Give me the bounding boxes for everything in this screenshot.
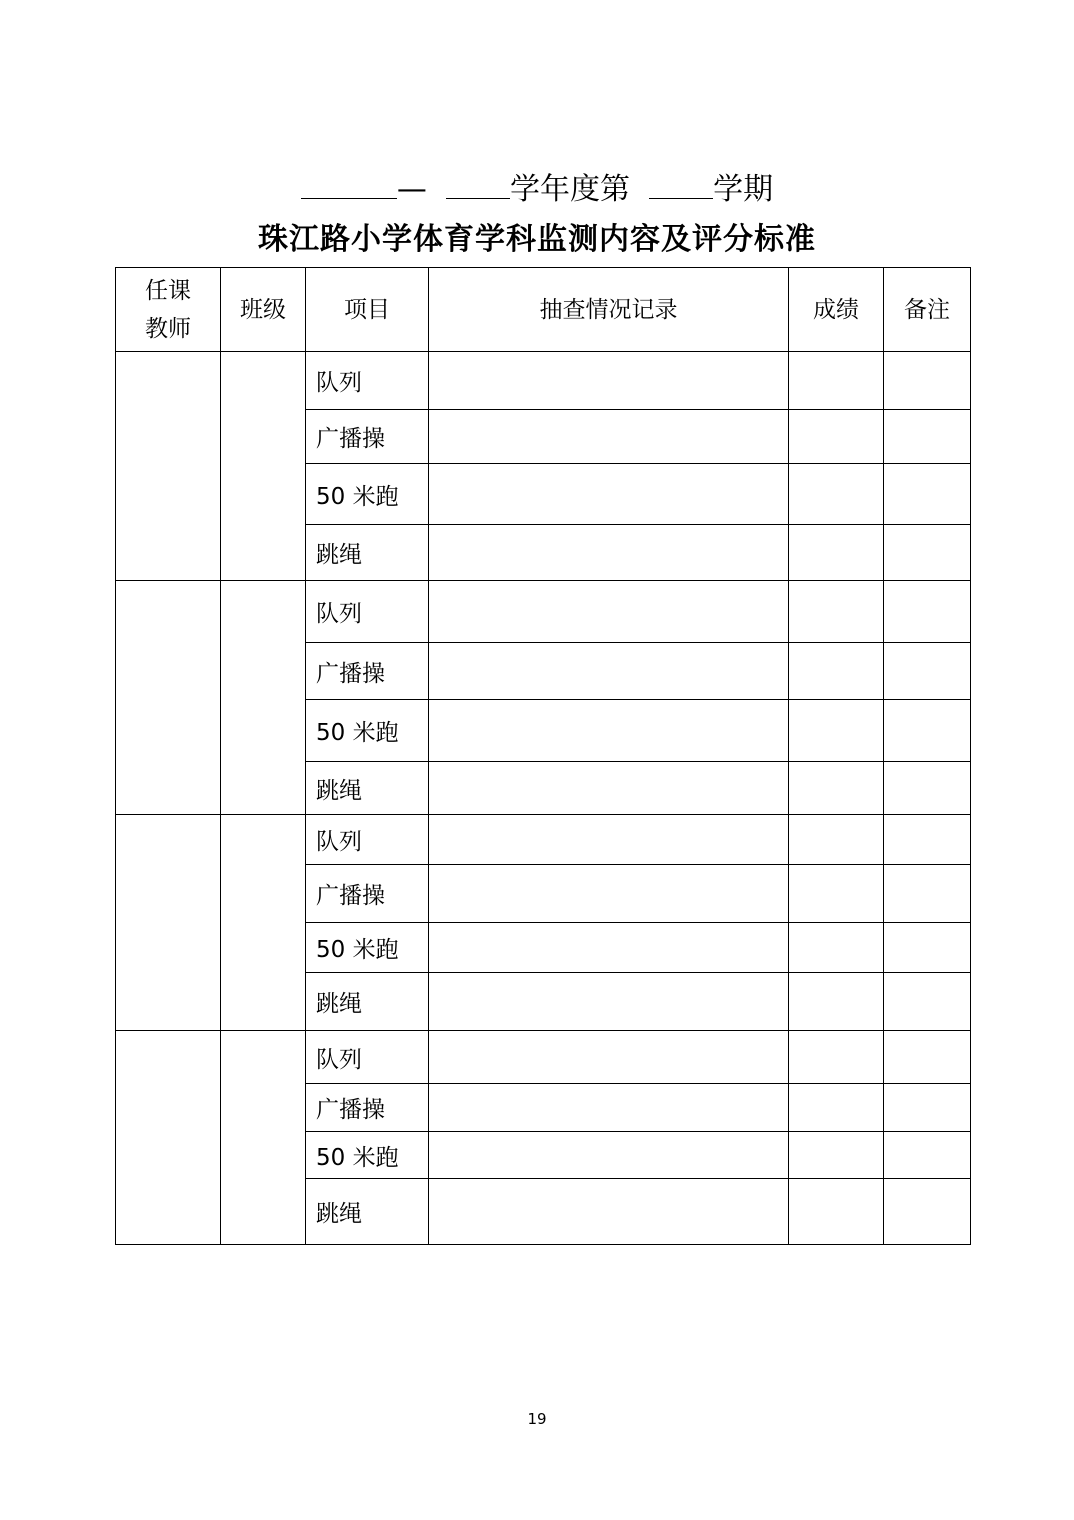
column-header-teacher: 任课教师: [116, 268, 221, 352]
item-cell: 队列: [306, 352, 429, 410]
record-cell[interactable]: [429, 700, 789, 762]
column-header-score: 成绩: [789, 268, 884, 352]
score-cell[interactable]: [789, 410, 884, 464]
remarks-cell[interactable]: [884, 865, 971, 923]
score-cell[interactable]: [789, 973, 884, 1031]
year-label: 学年度第: [510, 172, 630, 207]
score-cell[interactable]: [789, 525, 884, 581]
class-cell[interactable]: [221, 352, 306, 581]
year-end-blank: [446, 168, 510, 199]
record-cell[interactable]: [429, 1084, 789, 1132]
teacher-cell[interactable]: [116, 581, 221, 815]
evaluation-table: [115, 267, 971, 1245]
item-cell: 50 米跑: [306, 464, 429, 525]
column-header-class: 班级: [221, 268, 306, 352]
year-dash: —: [396, 172, 427, 207]
score-cell[interactable]: [789, 581, 884, 643]
remarks-cell[interactable]: [884, 525, 971, 581]
table-row: [116, 1031, 971, 1084]
table-row: [116, 815, 971, 865]
column-header-record: 抽查情况记录: [429, 268, 789, 352]
item-cell: 50 米跑: [306, 700, 429, 762]
record-cell[interactable]: [429, 865, 789, 923]
teacher-cell[interactable]: [116, 352, 221, 581]
document-title: 珠江路小学体育学科监测内容及评分标准: [258, 222, 816, 257]
item-cell: 跳绳: [306, 525, 429, 581]
record-cell[interactable]: [429, 525, 789, 581]
table-header-row: [116, 268, 971, 352]
remarks-cell[interactable]: [884, 581, 971, 643]
record-cell[interactable]: [429, 643, 789, 700]
score-cell[interactable]: [789, 1031, 884, 1084]
item-cell: 队列: [306, 815, 429, 865]
item-cell: 广播操: [306, 1084, 429, 1132]
teacher-cell[interactable]: [116, 1031, 221, 1245]
item-cell: 队列: [306, 581, 429, 643]
class-cell[interactable]: [221, 1031, 306, 1245]
record-cell[interactable]: [429, 1132, 789, 1179]
term-blank: [649, 168, 713, 199]
remarks-cell[interactable]: [884, 973, 971, 1031]
score-cell[interactable]: [789, 865, 884, 923]
table-row: [116, 581, 971, 643]
record-cell[interactable]: [429, 815, 789, 865]
page-number: 19: [527, 1410, 547, 1428]
record-cell[interactable]: [429, 973, 789, 1031]
column-header-item: 项目: [306, 268, 429, 352]
item-cell: 广播操: [306, 865, 429, 923]
item-cell: 广播操: [306, 410, 429, 464]
academic-year-line: [0, 168, 1074, 212]
record-cell[interactable]: [429, 464, 789, 525]
class-cell[interactable]: [221, 815, 306, 1031]
item-cell: 50 米跑: [306, 923, 429, 973]
table-row: [116, 352, 971, 410]
record-cell[interactable]: [429, 762, 789, 815]
item-cell: 跳绳: [306, 973, 429, 1031]
score-cell[interactable]: [789, 815, 884, 865]
remarks-cell[interactable]: [884, 1031, 971, 1084]
record-cell[interactable]: [429, 352, 789, 410]
remarks-cell[interactable]: [884, 464, 971, 525]
remarks-cell[interactable]: [884, 1179, 971, 1245]
remarks-cell[interactable]: [884, 352, 971, 410]
remarks-cell[interactable]: [884, 1132, 971, 1179]
score-cell[interactable]: [789, 643, 884, 700]
remarks-cell[interactable]: [884, 1084, 971, 1132]
remarks-cell[interactable]: [884, 762, 971, 815]
score-cell[interactable]: [789, 1084, 884, 1132]
class-cell[interactable]: [221, 581, 306, 815]
score-cell[interactable]: [789, 923, 884, 973]
record-cell[interactable]: [429, 1179, 789, 1245]
remarks-cell[interactable]: [884, 643, 971, 700]
record-cell[interactable]: [429, 581, 789, 643]
item-cell: 队列: [306, 1031, 429, 1084]
item-cell: 50 米跑: [306, 1132, 429, 1179]
score-cell[interactable]: [789, 762, 884, 815]
remarks-cell[interactable]: [884, 410, 971, 464]
item-cell: 跳绳: [306, 762, 429, 815]
remarks-cell[interactable]: [884, 700, 971, 762]
term-label: 学期: [713, 172, 774, 207]
year-start-blank: [301, 168, 397, 199]
remarks-cell[interactable]: [884, 815, 971, 865]
score-cell[interactable]: [789, 352, 884, 410]
score-cell[interactable]: [789, 1179, 884, 1245]
record-cell[interactable]: [429, 410, 789, 464]
remarks-cell[interactable]: [884, 923, 971, 973]
teacher-cell[interactable]: [116, 815, 221, 1031]
column-header-remarks: 备注: [884, 268, 971, 352]
score-cell[interactable]: [789, 700, 884, 762]
record-cell[interactable]: [429, 923, 789, 973]
item-cell: 广播操: [306, 643, 429, 700]
score-cell[interactable]: [789, 1132, 884, 1179]
record-cell[interactable]: [429, 1031, 789, 1084]
score-cell[interactable]: [789, 464, 884, 525]
item-cell: 跳绳: [306, 1179, 429, 1245]
